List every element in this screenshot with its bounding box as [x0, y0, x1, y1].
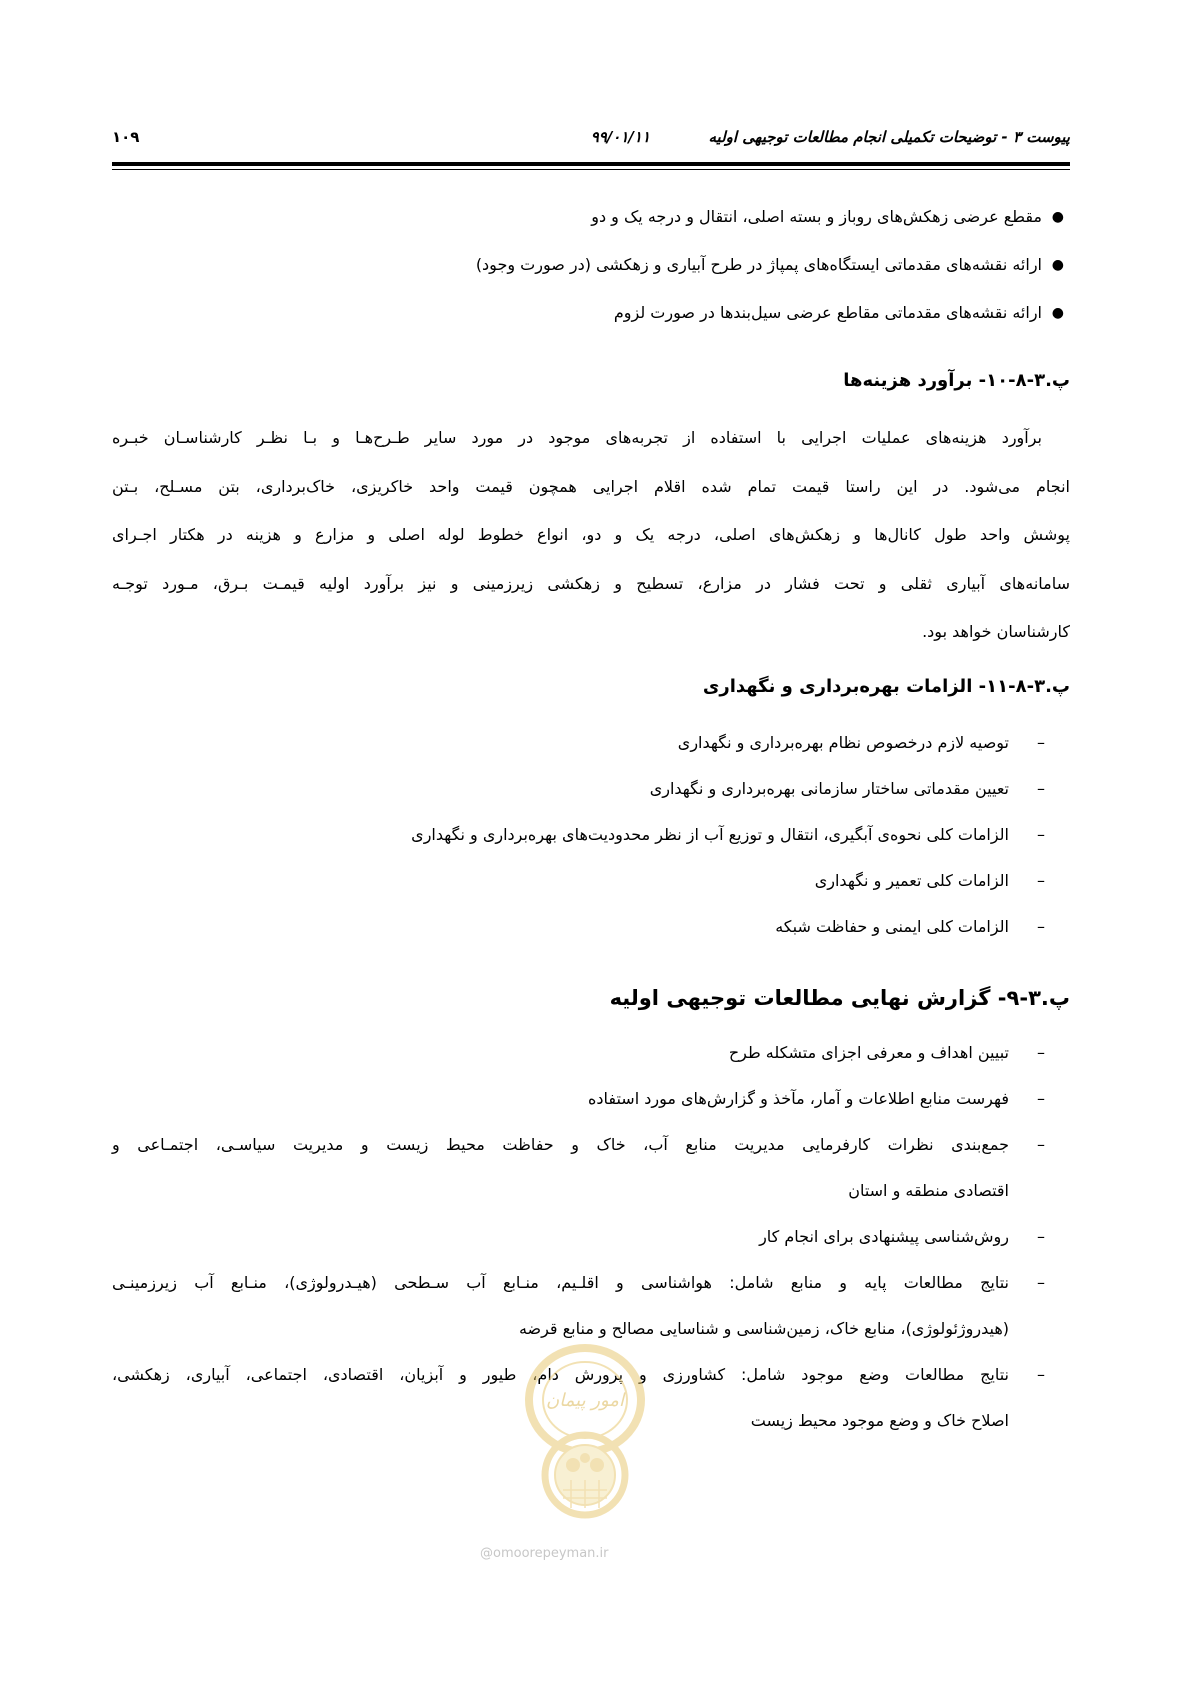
bullet-icon: ●: [1051, 257, 1064, 273]
dash-icon: –: [1037, 1227, 1045, 1246]
list-item: – تعیین مقدماتی ساختار سازمانی بهره‌برداری و نگهداری: [112, 766, 1045, 812]
paragraph-line: برآورد هزینه‌های عملیات اجرایی با استفاده از تجربه‌های موجود در مورد سایر طـرح‌هـا و بـا نظـر کارشناسـان خبـره: [112, 428, 1042, 447]
dash-icon: –: [1037, 779, 1045, 798]
paragraph-line: کارشناسان خواهد بود.: [922, 622, 1070, 641]
dash-icon: –: [1037, 1273, 1045, 1292]
page-number: ۱۰۹: [112, 128, 140, 146]
cost-paragraph: [112, 414, 1070, 657]
header-title: پیوست ۳ - توضیحات تکمیلی انجام مطالعات توجیهی اولیه: [708, 128, 1070, 146]
dash-icon: –: [1037, 1089, 1045, 1108]
bullet-icon: ●: [1051, 209, 1064, 225]
section-heading-maintenance: پ.۳-۸-۱۱- الزامات بهره‌برداری و نگهداری: [702, 676, 1070, 697]
paragraph-line: پوشش واحد طول کانال‌ها و زهکش‌های اصلی، درجه یک و دو، انواع خطوط لوله اصلی و مزارع و هزینه در هکتار اجـرای: [112, 525, 1070, 544]
list-item: ● ارائه نقشه‌های مقدماتی ایستگاه‌های پمپاژ در طرح آبیاری و زهکشی (در صورت وجود): [475, 255, 1064, 274]
list-item: ● مقطع عرضی زهکش‌های روباز و بسته اصلی، انتقال و درجه یک و دو: [591, 207, 1064, 226]
header-rule-thin: [112, 169, 1070, 170]
paragraph-line: سامانه‌های آبیاری ثقلی و تحت فشار در مزارع، تسطیح و زهکشی زیرزمینی و نیز برآورد اولیه قیمـت بـرق، مـورد توجـه: [112, 573, 1070, 593]
dash-icon: –: [1037, 1043, 1045, 1062]
dash-icon: –: [1037, 825, 1045, 844]
list-item: – جمع‌بندی نظرات کارفرمایی مدیریت منابع آب، خاک و حفاظت محیط زیست و مدیریت سیاسـی، اجتمـاعی و اقتصادی منطقه و استان: [112, 1122, 1045, 1214]
dash-icon: –: [1037, 871, 1045, 890]
dash-icon: –: [1037, 1365, 1045, 1384]
dash-icon: –: [1037, 1135, 1045, 1154]
section-heading-report: پ.۳-۹- گزارش نهایی مطالعات توجیهی اولیه: [609, 986, 1070, 1010]
list-item: – نتایج مطالعات وضع موجود شامل: کشاورزی و پرورش دام، طیور و آبزیان، اقتصادی، اجتماعی، آبیاری، زهکشی، اصلاح خاک و وضع موجود محیط زیست: [112, 1352, 1045, 1444]
dash-icon: –: [1037, 733, 1045, 752]
list-item: – روش‌شناسی پیشنهادی برای انجام کار: [112, 1214, 1045, 1260]
list-item: – فهرست منابع اطلاعات و آمار، مآخذ و گزارش‌های مورد استفاده: [112, 1076, 1045, 1122]
maintenance-list: [112, 720, 1045, 950]
list-item: – الزامات کلی تعمیر و نگهداری: [112, 858, 1045, 904]
list-item: – الزامات کلی نحوه‌ی آبگیری، انتقال و توزیع آب از نظر محدودیت‌های بهره‌برداری و نگهداری: [112, 812, 1045, 858]
list-item: – توصیه لازم درخصوص نظام بهره‌برداری و نگهداری: [112, 720, 1045, 766]
list-item: – الزامات کلی ایمنی و حفاظت شبکه: [112, 904, 1045, 950]
dash-icon: –: [1037, 917, 1045, 936]
header-date: ۹۹/۰۱/۱۱: [590, 128, 650, 146]
list-item: ● ارائه نقشه‌های مقدماتی مقاطع عرضی سیل‌بندها در صورت لزوم: [613, 303, 1064, 322]
page-header: [112, 128, 1070, 158]
paragraph-line: انجام می‌شود. در این راستا قیمت تمام شده اقلام اجرایی همچون قیمت واحد خاکریزی، خاک‌برداری، بتن مسـلح، بـتن: [112, 476, 1070, 496]
list-item: – نتایج مطالعات پایه و منابع شامل: هواشناسی و اقلـیم، منـابع آب سـطحی (هیـدرولوژی)، منـابع آب زیرزمینـی (هیدروژئولوژی)، منابع خاک، زمین‌شناسی و شناسایی مصالح و منابع قرضه: [112, 1260, 1045, 1352]
header-rule-thick: [112, 162, 1070, 166]
watermark-url: @omoorepeyman.ir: [480, 1546, 609, 1561]
watermark-seal-icon: [505, 1340, 665, 1530]
top-bullet-list: [475, 207, 1064, 351]
section-heading-cost: پ.۳-۸-۱۰- برآورد هزینه‌ها: [843, 370, 1070, 391]
svg-text:امور پیمان: امور پیمان: [546, 1390, 624, 1411]
list-item: – تبیین اهداف و معرفی اجزای متشکله طرح: [112, 1030, 1045, 1076]
bullet-icon: ●: [1051, 305, 1064, 321]
